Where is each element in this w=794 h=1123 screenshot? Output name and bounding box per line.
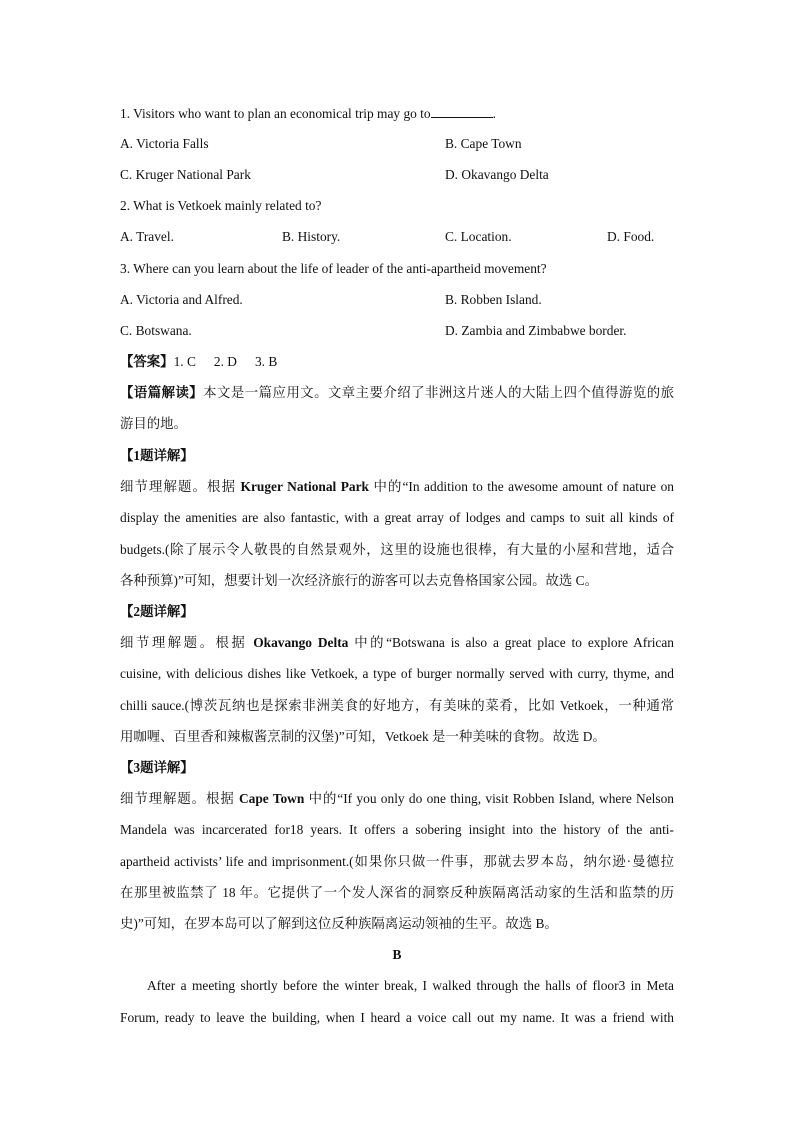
detail-3-line-5: 史)”可知，在罗本岛可以了解到这位反种族隔离运动领袖的生平。故选 B。: [120, 916, 558, 931]
question-3-stem: 3. Where can you learn about the life of leader of the anti-apartheid movement?: [120, 261, 547, 276]
section-b-title: B: [392, 947, 402, 962]
passage-intro: 【语篇解读】本文是一篇应用文。文章主要介绍了非洲这片迷人的大陆上四个值得游览的旅: [120, 385, 674, 400]
detail-2-line-1: 细节理解题。根据 Okavango Delta 中的“Botswana is also a great place to explore African: [120, 635, 674, 650]
detail-3-line-3: apartheid activists’ life and imprisonment.(如果你只做一件事，那就去罗本岛，纳尔逊·曼德拉: [120, 854, 674, 869]
q1-option-d: D. Okavango Delta: [445, 167, 549, 182]
detail-1-line-3: budgets.(除了展示令人敬畏的自然景观外，这里的设施也很棒，有大量的小屋和营地，适合: [120, 542, 674, 557]
q3-option-a: A. Victoria and Alfred.: [120, 292, 243, 307]
answer-key: 【答案】1. C 2. D 3. B: [120, 354, 278, 369]
detail-2-line-2: cuisine, with delicious dishes like Vetkoek, a type of burger normally served with curry, thyme, and: [120, 666, 674, 681]
detail-2-heading: 【2题详解】: [120, 604, 194, 619]
q3-option-b: B. Robben Island.: [445, 292, 542, 307]
q2-option-a: A. Travel.: [120, 229, 174, 244]
answer-blank: [431, 103, 493, 118]
q3-option-c: C. Botswana.: [120, 323, 192, 338]
question-2-stem: 2. What is Vetkoek mainly related to?: [120, 198, 322, 213]
detail-3-line-2: Mandela was incarcerated for18 years. It offers a sobering insight into the history of the anti-: [120, 822, 674, 837]
detail-3-heading: 【3题详解】: [120, 760, 194, 775]
q1-option-a: A. Victoria Falls: [120, 136, 209, 151]
section-b-line-1: After a meeting shortly before the winter break, I walked through the halls of floor3 in Meta: [147, 978, 674, 993]
passage-intro-cont: 游目的地。: [120, 416, 187, 431]
q2-option-b: B. History.: [282, 229, 341, 244]
detail-1-line-2: display the amenities are also fantastic, with a great array of lodges and camps to suit all kinds of: [120, 510, 674, 525]
q2-option-c: C. Location.: [445, 229, 512, 244]
detail-1-heading: 【1题详解】: [120, 448, 194, 463]
q2-option-d: D. Food.: [607, 229, 655, 244]
detail-1-line-4: 各种预算)”可知，想要计划一次经济旅行的游客可以去克鲁格国家公园。故选 C。: [120, 573, 598, 588]
answer-label: 【答案】: [120, 354, 174, 369]
detail-3-line-4: 在那里被监禁了 18 年。它提供了一个发人深省的洞察反种族隔离活动家的生活和监禁的历: [120, 885, 674, 900]
detail-2-line-4: 用咖喱、百里香和辣椒酱烹制的汉堡)”可知，Vetkoek 是一种美味的食物。故选 D。: [120, 729, 606, 744]
q3-option-d: D. Zambia and Zimbabwe border.: [445, 323, 627, 338]
q1-option-b: B. Cape Town: [445, 136, 522, 151]
question-1-stem: 1. Visitors who want to plan an economical trip may go to .: [120, 103, 674, 124]
q1-option-c: C. Kruger National Park: [120, 167, 251, 182]
detail-2-line-3: chilli sauce.(博茨瓦纳也是探索非洲美食的好地方，有美味的菜肴，比如 Vetkoek，一种通常: [120, 698, 674, 713]
detail-3-line-1: 细节理解题。根据 Cape Town 中的“If you only do one thing, visit Robben Island, where Nelson: [120, 791, 674, 806]
section-b-line-2: Forum, ready to leave the building, when I heard a voice call out my name. It was a friend with: [120, 1010, 674, 1025]
detail-1-line-1: 细节理解题。根据 Kruger National Park 中的“In addition to the awesome amount of nature on: [120, 479, 674, 494]
